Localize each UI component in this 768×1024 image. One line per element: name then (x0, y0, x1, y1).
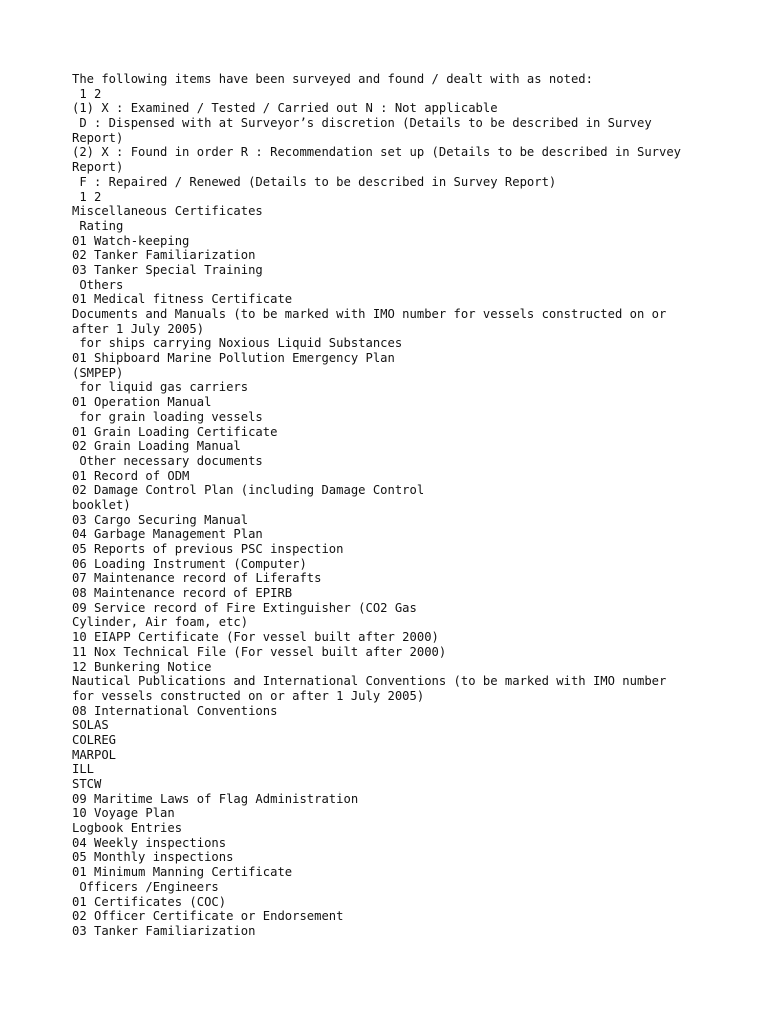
text-line: (2) X : Found in order R : Recommendation set up (Details to be described in Survey (72, 145, 682, 160)
text-line: 08 Maintenance record of EPIRB (72, 586, 293, 601)
text-line: 02 Officer Certificate or Endorsement (72, 909, 344, 924)
text-line: Other necessary documents (72, 453, 263, 468)
text-line: MARPOL (72, 747, 117, 762)
text-line: 1 2 (72, 189, 102, 204)
text-line: 01 Operation Manual (72, 395, 212, 410)
text-line: for vessels constructed on or after 1 July 2005) (72, 688, 425, 703)
text-line: 02 Tanker Familiarization (72, 248, 256, 263)
text-line: Rating (72, 218, 124, 233)
text-line: 02 Grain Loading Manual (72, 439, 241, 454)
text-line: 01 Minimum Manning Certificate (72, 865, 293, 880)
text-line: 1 2 (72, 86, 102, 101)
text-line: 01 Watch-keeping (72, 233, 190, 248)
text-line: for liquid gas carriers (72, 380, 249, 395)
document-body (72, 72, 712, 939)
text-line: (1) X : Examined / Tested / Carried out N : Not applicable (72, 101, 498, 116)
text-line: 09 Service record of Fire Extinguisher (CO2 Gas (72, 600, 417, 615)
text-line: 03 Cargo Securing Manual (72, 512, 249, 527)
text-line: Others (72, 277, 124, 292)
text-line: 07 Maintenance record of Liferafts (72, 571, 322, 586)
text-line: Documents and Manuals (to be marked with IMO number for vessels constructed on or (72, 307, 667, 321)
text-line: The following items have been surveyed and found / dealt with as noted: (72, 72, 593, 86)
text-line: (SMPEP) (72, 365, 124, 380)
text-line: ILL (72, 762, 95, 777)
text-line: 01 Record of ODM (72, 468, 190, 483)
text-line: for grain loading vessels (72, 409, 263, 424)
text-line: 05 Reports of previous PSC inspection (72, 542, 344, 556)
text-line: 01 Shipboard Marine Pollution Emergency Plan (72, 351, 395, 366)
text-line: 05 Monthly inspections (72, 850, 234, 865)
text-line: Officers /Engineers (72, 879, 219, 894)
text-line: after 1 July 2005) (72, 321, 205, 336)
text-line: D : Dispensed with at Surveyor’s discretion (Details to be described in Survey (72, 116, 652, 131)
text-line: 08 International Conventions (72, 703, 278, 718)
text-line: for ships carrying Noxious Liquid Substances (72, 336, 403, 351)
text-line: SOLAS (72, 718, 109, 733)
text-line: 10 Voyage Plan (72, 806, 175, 821)
text-line: 11 Nox Technical File (For vessel built after 2000) (72, 644, 447, 659)
text-line: Cylinder, Air foam, etc) (72, 615, 249, 630)
text-line: Miscellaneous Certificates (72, 204, 263, 219)
text-line: 04 Weekly inspections (72, 835, 227, 850)
text-line: booklet) (72, 497, 131, 512)
text-line: 02 Damage Control Plan (including Damage Control (72, 483, 425, 498)
text-line: 01 Medical fitness Certificate (72, 292, 293, 307)
text-line: Report) (72, 130, 124, 145)
text-line: F : Repaired / Renewed (Details to be described in Survey Report) (72, 174, 557, 189)
text-line: 01 Certificates (COC) (72, 894, 227, 909)
text-line: 03 Tanker Familiarization (72, 923, 256, 938)
text-line: 04 Garbage Management Plan (72, 527, 263, 542)
text-line: Report) (72, 160, 124, 175)
text-line: Nautical Publications and International Conventions (to be marked with IMO number (72, 674, 667, 689)
text-line: 12 Bunkering Notice (72, 659, 212, 674)
text-line: 03 Tanker Special Training (72, 262, 263, 277)
text-line: Logbook Entries (72, 821, 183, 836)
text-line: STCW (72, 777, 102, 791)
text-line: 10 EIAPP Certificate (For vessel built after 2000) (72, 630, 439, 645)
text-line: 06 Loading Instrument (Computer) (72, 556, 307, 571)
text-line: COLREG (72, 732, 117, 747)
text-line: 01 Grain Loading Certificate (72, 424, 278, 439)
text-line: 09 Maritime Laws of Flag Administration (72, 791, 359, 806)
